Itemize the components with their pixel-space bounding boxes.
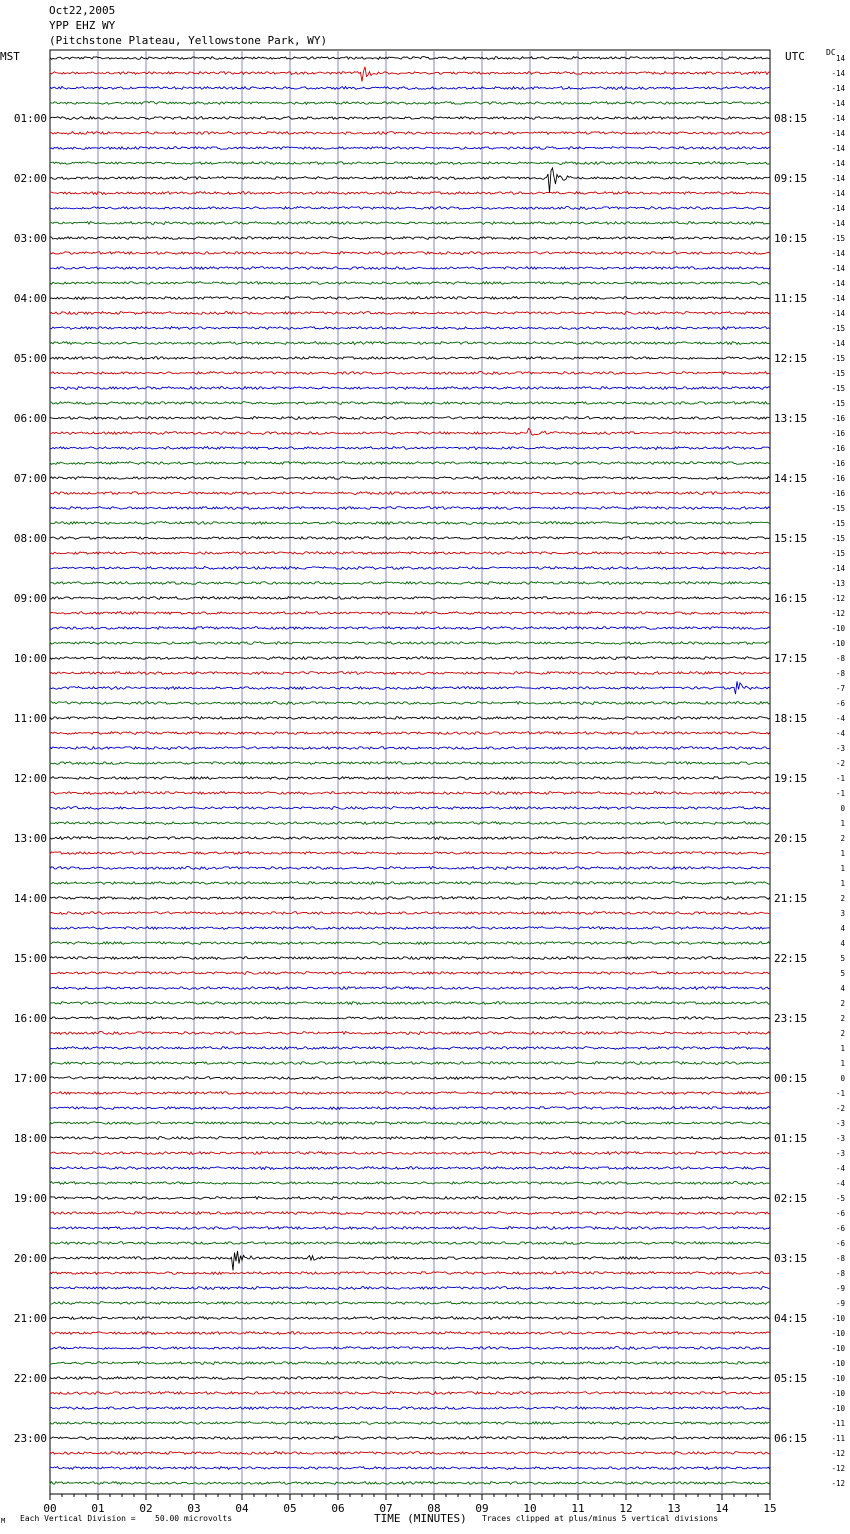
seismic-trace [50, 927, 770, 930]
mst-hour-label: 07:00 [13, 472, 47, 485]
utc-axis-title: UTC [785, 50, 805, 63]
dc-offset-label: -15 [831, 504, 845, 513]
plot-frame [50, 50, 770, 1494]
seismic-trace [50, 357, 770, 360]
seismic-trace [50, 837, 770, 840]
seismic-trace [50, 267, 770, 270]
seismic-trace [50, 1137, 770, 1140]
seismic-trace [50, 417, 770, 420]
dc-offset-label: -9 [835, 1299, 845, 1308]
dc-offset-label: -16 [831, 429, 845, 438]
utc-hour-label: 21:15 [774, 892, 808, 905]
dc-offset-label: -14 [831, 204, 845, 213]
x-tick-label: 07 [379, 1502, 393, 1515]
mst-hour-label: 08:00 [13, 532, 47, 545]
mst-hour-label: 21:00 [13, 1312, 47, 1325]
mst-hour-label: 11:00 [13, 712, 47, 725]
dc-offset-label: -14 [831, 129, 845, 138]
dc-offset-label: 4 [840, 924, 845, 933]
dc-offset-label: -14 [831, 174, 845, 183]
dc-offset-label: -15 [831, 399, 845, 408]
utc-hour-label: 10:15 [774, 232, 808, 245]
seismic-trace [50, 1437, 770, 1440]
seismic-trace [50, 162, 770, 165]
dc-offset-label: -1 [835, 774, 845, 783]
seismic-trace [50, 1317, 770, 1320]
mst-hour-label: 15:00 [13, 952, 47, 965]
dc-offset-label: -12 [831, 1479, 845, 1488]
dc-offset-label: 1 [840, 879, 845, 888]
dc-offset-label: -14 [831, 144, 845, 153]
dc-offset-label: 5 [840, 954, 845, 963]
dc-offset-label: -4 [835, 1179, 845, 1188]
footer-microvolts: 50.00 microvolts [155, 1514, 233, 1523]
dc-offset-label: 14 [835, 54, 845, 63]
seismic-trace [50, 867, 770, 870]
seismic-trace [50, 1332, 770, 1335]
dc-offset-label: -3 [835, 744, 845, 753]
seismic-trace [50, 1302, 770, 1305]
seismic-trace [50, 942, 770, 945]
seismic-trace [50, 852, 770, 855]
utc-hour-label: 12:15 [774, 352, 808, 365]
footer-division-note: Each Vertical Division = [20, 1514, 136, 1523]
mst-hour-label: 03:00 [13, 232, 47, 245]
dc-offset-label: -14 [831, 159, 845, 168]
seismic-trace [50, 342, 770, 345]
seismic-trace [50, 1062, 770, 1065]
seismic-trace [50, 1122, 770, 1125]
dc-offset-label: -14 [831, 99, 845, 108]
seismic-trace [50, 462, 770, 465]
dc-offset-label: 2 [840, 999, 845, 1008]
seismic-trace [50, 297, 770, 300]
seismic-trace [50, 1467, 770, 1470]
seismic-trace [50, 1107, 770, 1110]
dc-offset-label: -10 [831, 1329, 845, 1338]
mst-hour-label: 18:00 [13, 1132, 47, 1145]
x-tick-label: 13 [667, 1502, 681, 1515]
seismic-trace [50, 1032, 770, 1035]
dc-offset-label: -15 [831, 534, 845, 543]
x-tick-label: 08 [427, 1502, 441, 1515]
utc-hour-label: 11:15 [774, 292, 808, 305]
dc-offset-label: -4 [835, 1164, 845, 1173]
dc-offset-label: -12 [831, 1449, 845, 1458]
seismic-trace [50, 1392, 770, 1395]
dc-offset-label: -13 [831, 579, 845, 588]
seismic-trace [50, 957, 770, 960]
seismic-trace [50, 1347, 770, 1350]
utc-hour-label: 19:15 [774, 772, 808, 785]
utc-hour-label: 00:15 [774, 1072, 808, 1085]
station-location: (Pitchstone Plateau, Yellowstone Park, WY) [49, 34, 328, 47]
dc-offset-label: 2 [840, 894, 845, 903]
seismic-trace [50, 237, 770, 240]
mst-hour-label: 04:00 [13, 292, 47, 305]
x-tick-label: 10 [523, 1502, 537, 1515]
dc-offset-label: -15 [831, 354, 845, 363]
dc-offset-label: -11 [831, 1419, 845, 1428]
dc-offset-label: -15 [831, 369, 845, 378]
dc-offset-label: -16 [831, 489, 845, 498]
station-code: YPP EHZ WY [49, 19, 116, 32]
seismic-trace [50, 282, 770, 285]
dc-offset-label: -3 [835, 1119, 845, 1128]
seismic-trace [50, 147, 770, 150]
dc-offset-label: 3 [840, 909, 845, 918]
dc-offset-label: -2 [835, 1104, 845, 1113]
seismic-trace [50, 642, 770, 645]
utc-hour-label: 09:15 [774, 172, 808, 185]
seismic-trace [50, 972, 770, 975]
seismic-trace [50, 1422, 770, 1425]
dc-offset-label: -14 [831, 69, 845, 78]
seismic-trace [50, 67, 770, 82]
dc-offset-label: -14 [831, 219, 845, 228]
dc-offset-label: -8 [835, 669, 845, 678]
mst-hour-label: 20:00 [13, 1252, 47, 1265]
utc-hour-label: 06:15 [774, 1432, 808, 1445]
seismic-trace [50, 1362, 770, 1365]
dc-offset-label: -12 [831, 1464, 845, 1473]
dc-offset-label: -2 [835, 759, 845, 768]
seismic-trace [50, 1242, 770, 1245]
dc-offset-label: -7 [835, 684, 845, 693]
x-tick-label: 03 [187, 1502, 201, 1515]
seismic-trace [50, 1482, 770, 1485]
mst-hour-label: 12:00 [13, 772, 47, 785]
dc-offset-label: -9 [835, 1284, 845, 1293]
seismic-trace [50, 372, 770, 375]
dc-offset-label: -1 [835, 1089, 845, 1098]
utc-hour-label: 20:15 [774, 832, 808, 845]
dc-offset-label: -14 [831, 264, 845, 273]
dc-axis-title: DC [826, 48, 836, 57]
dc-offset-label: -14 [831, 564, 845, 573]
seismic-trace [50, 987, 770, 990]
x-tick-label: 09 [475, 1502, 489, 1515]
seismic-trace [50, 597, 770, 600]
seismic-trace [50, 117, 770, 120]
seismic-trace [50, 912, 770, 915]
seismic-trace [50, 747, 770, 750]
seismic-trace [50, 702, 770, 705]
seismic-trace [50, 477, 770, 480]
dc-offset-label: 1 [840, 819, 845, 828]
seismic-trace [50, 1251, 770, 1270]
seismic-trace [50, 1047, 770, 1050]
dc-offset-label: -6 [835, 1239, 845, 1248]
dc-offset-label: -16 [831, 414, 845, 423]
mst-hour-label: 16:00 [13, 1012, 47, 1025]
dc-offset-label: -6 [835, 1209, 845, 1218]
dc-offset-label: -3 [835, 1149, 845, 1158]
seismic-trace [50, 168, 770, 193]
dc-offset-label: 5 [840, 969, 845, 978]
dc-offset-label: -16 [831, 474, 845, 483]
dc-offset-label: -10 [831, 1314, 845, 1323]
utc-hour-label: 05:15 [774, 1372, 808, 1385]
seismic-trace [50, 1077, 770, 1080]
dc-offset-label: -6 [835, 699, 845, 708]
dc-offset-label: 2 [840, 834, 845, 843]
dc-offset-label: 1 [840, 849, 845, 858]
seismic-trace [50, 1212, 770, 1215]
dc-offset-label: -15 [831, 384, 845, 393]
seismic-trace [50, 762, 770, 765]
mst-hour-label: 19:00 [13, 1192, 47, 1205]
seismic-trace [50, 612, 770, 615]
seismic-trace [50, 1452, 770, 1455]
x-tick-label: 06 [331, 1502, 345, 1515]
dc-offset-label: -14 [831, 279, 845, 288]
seismic-trace [50, 657, 770, 660]
mst-hour-label: 09:00 [13, 592, 47, 605]
seismic-trace [50, 882, 770, 885]
seismic-trace [50, 327, 770, 330]
dc-offset-label: -14 [831, 309, 845, 318]
mst-hour-label: 06:00 [13, 412, 47, 425]
seismic-trace [50, 132, 770, 135]
dc-offset-label: 0 [840, 804, 845, 813]
dc-offset-label: -14 [831, 84, 845, 93]
mst-hour-label: 01:00 [13, 112, 47, 125]
utc-hour-label: 03:15 [774, 1252, 808, 1265]
dc-offset-label: 0 [840, 1074, 845, 1083]
mst-axis-title: MST [0, 50, 20, 63]
dc-offset-label: -6 [835, 1224, 845, 1233]
dc-offset-label: 1 [840, 1059, 845, 1068]
mst-hour-label: 13:00 [13, 832, 47, 845]
seismic-trace [50, 387, 770, 390]
dc-offset-label: -15 [831, 549, 845, 558]
utc-hour-label: 02:15 [774, 1192, 808, 1205]
footer-mark: M [1, 1517, 6, 1525]
seismic-trace [50, 1287, 770, 1290]
dc-offset-label: -8 [835, 1254, 845, 1263]
utc-hour-label: 18:15 [774, 712, 808, 725]
seismic-trace [50, 1227, 770, 1230]
utc-hour-label: 15:15 [774, 532, 808, 545]
seismic-trace [50, 717, 770, 720]
seismic-trace [50, 1182, 770, 1185]
dc-offset-label: -15 [831, 324, 845, 333]
dc-offset-label: 2 [840, 1014, 845, 1023]
dc-offset-label: -4 [835, 714, 845, 723]
dc-offset-label: -15 [831, 234, 845, 243]
seismic-trace [50, 429, 770, 436]
mst-hour-label: 17:00 [13, 1072, 47, 1085]
seismic-trace [50, 732, 770, 735]
seismic-trace [50, 1272, 770, 1275]
seismic-trace [50, 897, 770, 900]
seismic-trace [50, 807, 770, 810]
seismic-trace [50, 57, 770, 60]
dc-offset-label: -10 [831, 1374, 845, 1383]
seismic-trace [50, 537, 770, 540]
mst-hour-label: 10:00 [13, 652, 47, 665]
seismic-trace [50, 792, 770, 795]
seismic-trace [50, 312, 770, 315]
dc-offset-label: 1 [840, 864, 845, 873]
dc-offset-label: -5 [835, 1194, 845, 1203]
dc-offset-label: 2 [840, 1029, 845, 1038]
dc-offset-label: -14 [831, 114, 845, 123]
x-tick-label: 00 [43, 1502, 57, 1515]
seismic-trace [50, 681, 770, 694]
seismic-trace [50, 87, 770, 90]
mst-hour-label: 14:00 [13, 892, 47, 905]
seismic-trace [50, 1377, 770, 1380]
dc-offset-label: -4 [835, 729, 845, 738]
seismic-trace [50, 492, 770, 495]
mst-hour-label: 22:00 [13, 1372, 47, 1385]
dc-offset-label: -14 [831, 249, 845, 258]
x-tick-label: 04 [235, 1502, 249, 1515]
seismic-trace [50, 1152, 770, 1155]
utc-hour-label: 16:15 [774, 592, 808, 605]
seismic-trace [50, 777, 770, 780]
dc-offset-label: -10 [831, 624, 845, 633]
utc-hour-label: 01:15 [774, 1132, 808, 1145]
dc-offset-label: 1 [840, 1044, 845, 1053]
record-date: Oct22,2005 [49, 4, 116, 17]
utc-hour-label: 23:15 [774, 1012, 808, 1025]
seismic-trace [50, 567, 770, 570]
utc-hour-label: 13:15 [774, 412, 808, 425]
dc-offset-label: 4 [840, 984, 845, 993]
seismic-trace [50, 1002, 770, 1005]
mst-hour-label: 23:00 [13, 1432, 47, 1445]
mst-hour-label: 05:00 [13, 352, 47, 365]
x-tick-label: 12 [619, 1502, 633, 1515]
seismic-trace [50, 1017, 770, 1020]
x-tick-label: 05 [283, 1502, 297, 1515]
dc-offset-label: -12 [831, 594, 845, 603]
seismic-trace [50, 672, 770, 675]
seismic-trace [50, 192, 770, 195]
dc-offset-label: -10 [831, 639, 845, 648]
dc-offset-label: -14 [831, 339, 845, 348]
dc-offset-label: -14 [831, 294, 845, 303]
seismic-trace [50, 447, 770, 450]
x-tick-label: 01 [91, 1502, 105, 1515]
dc-offset-label: -10 [831, 1359, 845, 1368]
seismic-trace [50, 507, 770, 510]
utc-hour-label: 17:15 [774, 652, 808, 665]
x-tick-label: 14 [715, 1502, 729, 1515]
seismic-trace [50, 522, 770, 525]
dc-offset-label: -11 [831, 1434, 845, 1443]
seismic-trace [50, 1407, 770, 1410]
mst-hour-label: 02:00 [13, 172, 47, 185]
seismic-trace [50, 1197, 770, 1200]
seismic-trace [50, 582, 770, 585]
seismic-trace [50, 402, 770, 405]
x-tick-label: 02 [139, 1502, 153, 1515]
seismic-trace [50, 102, 770, 105]
seismic-trace [50, 1092, 770, 1095]
utc-hour-label: 22:15 [774, 952, 808, 965]
dc-offset-label: -10 [831, 1344, 845, 1353]
dc-offset-label: -16 [831, 459, 845, 468]
seismic-trace [50, 207, 770, 210]
dc-offset-label: 4 [840, 939, 845, 948]
x-tick-label: 11 [571, 1502, 585, 1515]
dc-offset-label: -8 [835, 654, 845, 663]
dc-offset-label: -12 [831, 609, 845, 618]
dc-offset-label: -14 [831, 189, 845, 198]
seismic-trace [50, 552, 770, 555]
dc-offset-label: -10 [831, 1404, 845, 1413]
utc-hour-label: 04:15 [774, 1312, 808, 1325]
dc-offset-label: -1 [835, 789, 845, 798]
x-axis-label: TIME (MINUTES) [374, 1512, 467, 1525]
seismic-trace [50, 1167, 770, 1170]
dc-offset-label: -10 [831, 1389, 845, 1398]
utc-hour-label: 08:15 [774, 112, 808, 125]
seismic-trace [50, 822, 770, 825]
footer-clip-note: Traces clipped at plus/minus 5 vertical divisions [482, 1514, 719, 1523]
utc-hour-label: 14:15 [774, 472, 808, 485]
seismic-trace [50, 222, 770, 225]
seismic-trace [50, 627, 770, 630]
x-tick-label: 15 [763, 1502, 777, 1515]
seismic-trace [50, 252, 770, 255]
dc-offset-label: -15 [831, 519, 845, 528]
dc-offset-label: -8 [835, 1269, 845, 1278]
dc-offset-label: -16 [831, 444, 845, 453]
dc-offset-label: -3 [835, 1134, 845, 1143]
